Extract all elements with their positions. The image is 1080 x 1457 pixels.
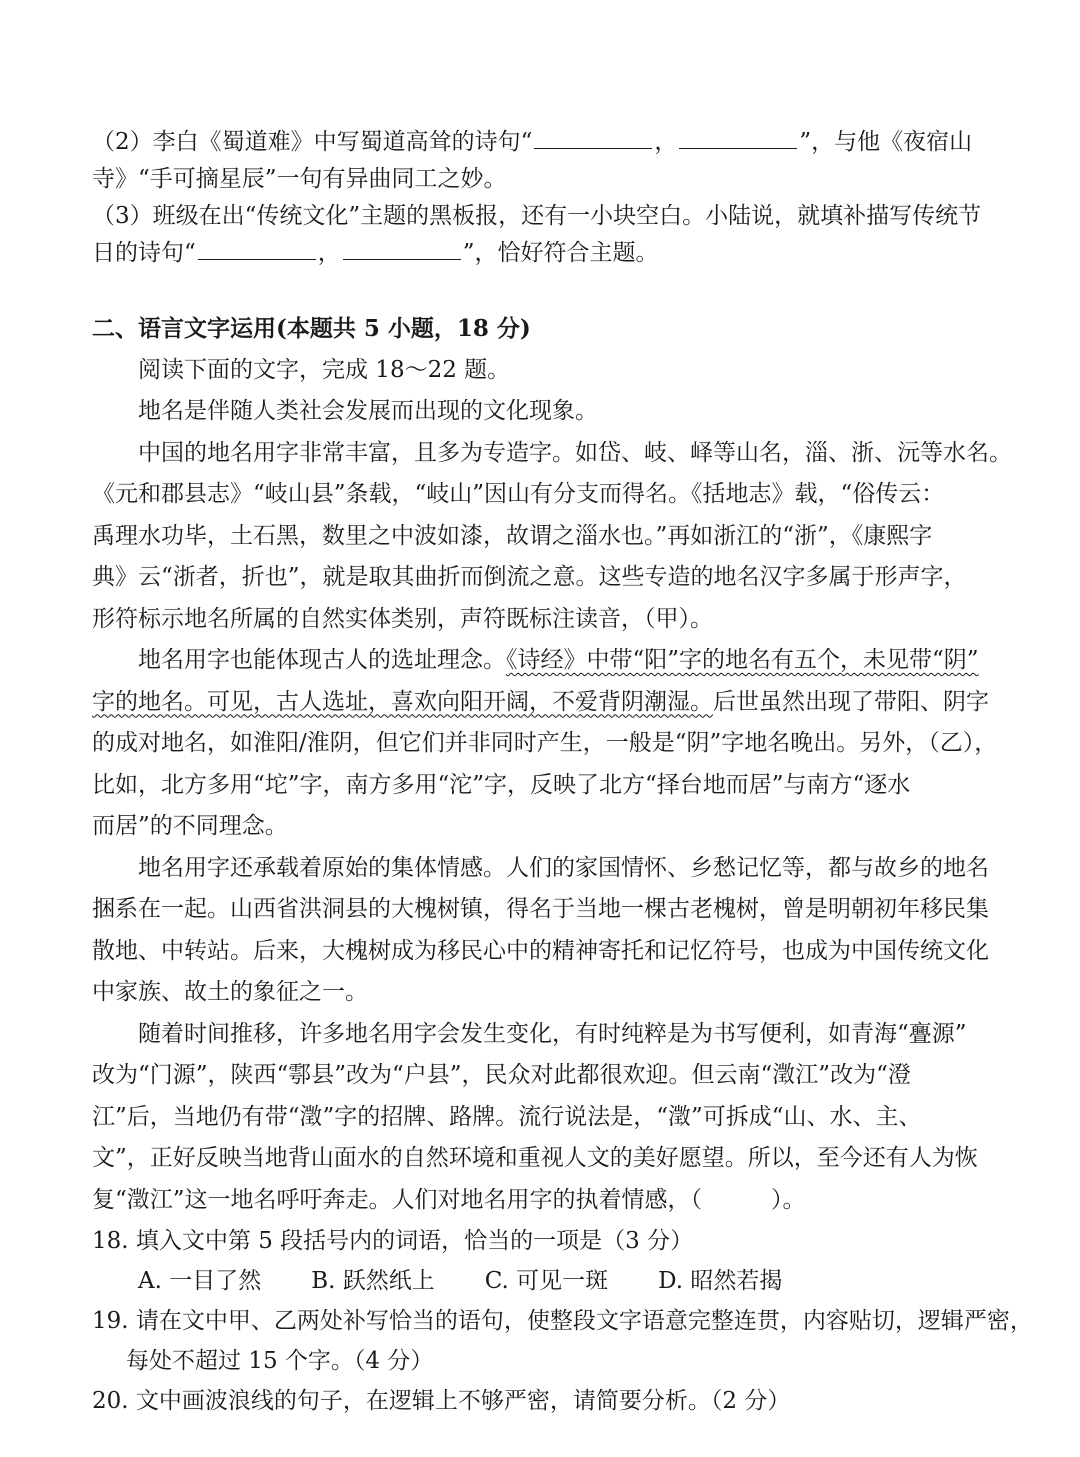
reading-intro: 阅读下面的文字，完成 18～22 题。 [138, 356, 511, 383]
paragraph-line: 文”，正好反映当地背山面水的自然环境和重视人文的美好愿望。所以，至今还有人为恢 [92, 1145, 978, 1171]
paragraph-line: 比如，北方多用“坨”字，南方多用“沱”字，反映了北方“择台地而居”与南方“逐水 [92, 771, 911, 798]
paragraph-4 [92, 848, 989, 1014]
paragraph-3 [92, 640, 998, 848]
paragraph-line: 改为“门源”，陕西“鄠县”改为“户县”，民众对此都很欢迎。但云南“澂江”改为“澄 [92, 1062, 911, 1088]
questions [92, 1221, 1033, 1421]
paragraph-line: 复“澂江”这一地名呼吁奔走。人们对地名用字的执着情感，（ ）。 [92, 1186, 806, 1213]
paragraph-line [92, 682, 989, 724]
q3-suffix: ”，恰好符合主题。 [462, 240, 659, 266]
q3-line-2 [92, 235, 962, 272]
q3-line-1: （3）班级在出“传统文化”主题的黑板报，还有一小块空白。小陆说，就填补描写传统节 [92, 203, 982, 229]
option-c[interactable]: C. 可见一斑 [484, 1268, 609, 1294]
q3-blank-2[interactable] [343, 235, 461, 260]
paragraph-line: 形符标示地名所属的自然实体类别，声符既标注读音，（甲）。 [92, 605, 713, 632]
paragraph-line: 的成对地名，如淮阳/淮阴，但它们并非同时产生，一般是“阴”字地名晚出。另外，（乙）， [92, 730, 998, 756]
paragraph-2 [92, 433, 1012, 641]
q3-comma: ， [317, 240, 341, 266]
p3-trail-text: 后世虽然出现了带阳、阴字 [713, 688, 989, 715]
q2-comma: ， [654, 129, 678, 155]
p3-lead-text: 地名用字也能体现古人的选址理念。 [138, 647, 506, 673]
q2-line-1 [92, 124, 973, 161]
paragraph-line: 地名用字还承载着原始的集体情感。人们的家国情怀、乡愁记忆等，都与故乡的地名 [138, 854, 989, 881]
q2-blank-2[interactable] [679, 124, 797, 149]
option-b[interactable]: B. 跃然纸上 [311, 1268, 435, 1294]
paragraph-line: 捆系在一起。山西省洪洞县的大槐树镇，得名于当地一棵古老槐树，曾是明朝初年移民集 [92, 896, 989, 922]
paragraph-line: 而居”的不同理念。 [92, 813, 288, 839]
paragraph-line: 散地、中转站。后来，大槐树成为移民心中的精神寄托和记忆符号，也成为中国传统文化 [92, 937, 989, 964]
paragraph-5 [92, 1014, 978, 1222]
q2-blank-1[interactable] [534, 124, 652, 149]
question-19: 19. 请在文中甲、乙两处补写恰当的语句，使整段文字语意完整连贯，内容贴切，逻辑严密， [92, 1308, 1033, 1334]
paragraph-1: 地名是伴随人类社会发展而出现的文化现象。 [138, 398, 598, 424]
q2-suffix: ”，与他《夜宿山 [799, 129, 973, 155]
q2-prefix: （2）李白《蜀道难》中写蜀道高耸的诗句“ [92, 129, 533, 155]
section-two [92, 308, 1012, 1221]
poem-fill-section [92, 124, 982, 272]
paragraph-line: 随着时间推移，许多地名用字会发生变化，有时纯粹是为书写便利，如青海“亹源” [138, 1020, 967, 1047]
paragraph-line: 中国的地名用字非常丰富，且多为专造字。如岱、岐、峄等山名，淄、浙、沅等水名。 [138, 439, 1012, 466]
paragraph-line: 中家族、故土的象征之一。 [92, 979, 368, 1005]
question-19-cont: 每处不超过 15 个字。（4 分） [126, 1348, 434, 1374]
paragraph-line: 《元和郡县志》“岐山县”条载，“岐山”因山有分支而得名。《括地志》载，“俗传云： [92, 481, 945, 507]
question-18-options [92, 1261, 962, 1301]
q3-prefix: 日的诗句“ [92, 240, 196, 266]
wavy-underlined-sentence: 字的地名。可见，古人选址，喜欢向阳开阔，不爱背阴潮湿。 [92, 688, 713, 715]
paragraph-line: 禹理水功毕，土石黑，数里之中波如漆，故谓之淄水也。”再如浙江的“浙”，《康熙字 [92, 522, 933, 549]
paragraph-line: 典》云“浙者，折也”，就是取其曲折而倒流之意。这些专造的地名汉字多属于形声字， [92, 564, 967, 590]
option-d[interactable]: D. 昭然若揭 [658, 1268, 783, 1294]
option-a[interactable]: A. 一目了然 [138, 1268, 262, 1294]
question-20: 20. 文中画波浪线的句子，在逻辑上不够严密，请简要分析。（2 分） [92, 1388, 791, 1414]
wavy-underlined-sentence: 《诗经》中带“阳”字的地名有五个，未见带“阴” [506, 647, 979, 673]
paragraph-line: 江”后，当地仍有带“澂”字的招牌、路牌。流行说法是，“澂”可拆成“山、水、主、 [92, 1103, 922, 1130]
question-18: 18. 填入文中第 5 段括号内的词语，恰当的一项是（3 分） [92, 1228, 694, 1254]
q2-line-2: 寺》“手可摘星辰”一句有异曲同工之妙。 [92, 166, 507, 192]
section-heading: 二、语言文字运用(本题共 5 小题，18 分) [92, 315, 531, 342]
q3-blank-1[interactable] [198, 235, 316, 260]
paragraph-line [92, 640, 979, 682]
